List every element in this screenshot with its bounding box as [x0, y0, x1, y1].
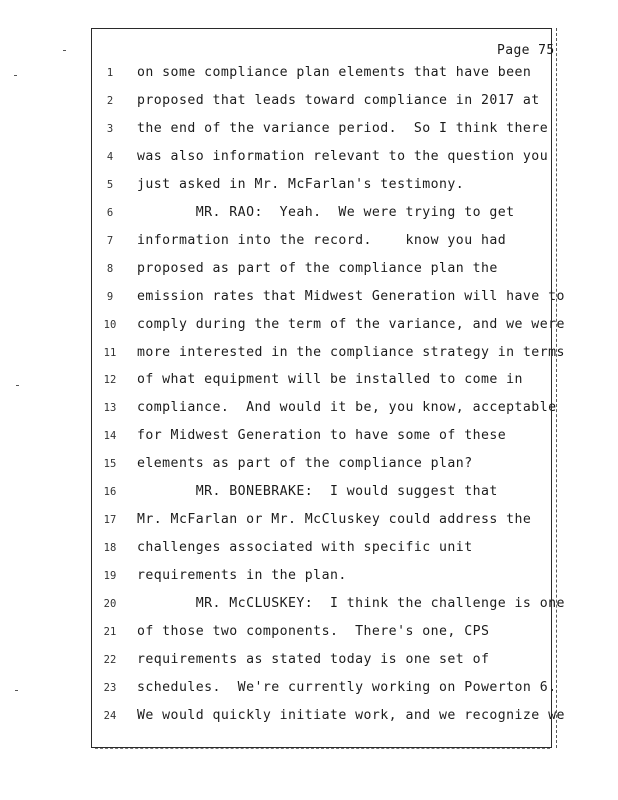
line-text: We would quickly initiate work, and we recognize we	[137, 707, 565, 723]
line-number: 14	[103, 430, 117, 443]
line-number: 12	[103, 374, 117, 387]
right-margin-rule	[556, 28, 558, 748]
line-number: 10	[103, 318, 117, 331]
line-text: Mr. McFarlan or Mr. McCluskey could address the	[137, 512, 532, 528]
line-number: 20	[103, 598, 117, 611]
line-text: proposed as part of the compliance plan the	[137, 260, 498, 276]
bottom-scan-noise	[95, 748, 550, 750]
line-text: of what equipment will be installed to come in	[137, 372, 523, 388]
line-number: 9	[106, 290, 114, 303]
line-text: requirements as stated today is one set of	[137, 651, 490, 667]
line-number: 3	[106, 122, 114, 135]
line-number: 18	[103, 542, 117, 555]
scan-speck	[15, 690, 18, 691]
line-number: 13	[103, 402, 117, 415]
scan-speck	[16, 385, 19, 386]
line-text: for Midwest Generation to have some of these	[137, 428, 507, 444]
line-number: 19	[103, 570, 117, 583]
line-text: MR. RAO: Yeah. We were trying to get	[137, 204, 515, 220]
line-text: schedules. We're currently working on Powerton 6.	[137, 679, 557, 695]
line-number: 4	[106, 150, 114, 163]
line-number: 23	[103, 681, 117, 694]
line-number: 8	[106, 262, 114, 275]
line-text: elements as part of the compliance plan?	[137, 456, 473, 472]
line-number: 5	[106, 178, 114, 191]
line-text: requirements in the plan.	[137, 568, 347, 584]
line-number: 15	[103, 458, 117, 471]
line-text: just asked in Mr. McFarlan's testimony.	[137, 176, 465, 192]
line-text: comply during the term of the variance, and we were	[137, 316, 565, 332]
line-number: 24	[103, 709, 117, 722]
line-text: information into the record. know you had	[137, 232, 507, 248]
line-text: on some compliance plan elements that have been	[137, 65, 532, 80]
line-text: proposed that leads toward compliance in 2017 at	[137, 92, 540, 108]
line-number: 6	[106, 206, 114, 219]
scan-speck	[63, 50, 66, 51]
line-number: 7	[106, 234, 114, 247]
line-text: emission rates that Midwest Generation will have to	[137, 288, 565, 304]
line-text: more interested in the compliance strategy in terms	[137, 344, 565, 360]
page-border	[91, 28, 552, 748]
line-text: challenges associated with specific unit	[137, 540, 473, 556]
line-number: 22	[103, 653, 117, 666]
scan-speck	[14, 75, 17, 76]
line-number: 1	[106, 67, 114, 79]
line-number: 21	[103, 626, 117, 638]
line-text: compliance. And would it be, you know, acceptable	[137, 400, 557, 416]
line-number: 11	[103, 346, 117, 359]
line-number: 17	[103, 514, 117, 527]
page-number: Page 75	[497, 43, 555, 58]
line-text: was also information relevant to the question you	[137, 148, 549, 164]
line-text: the end of the variance period. So I think there	[137, 120, 549, 136]
line-number: 2	[106, 94, 114, 107]
line-text: of those two components. There's one, CPS	[137, 624, 490, 639]
line-text: MR. McCLUSKEY: I think the challenge is one	[137, 596, 565, 612]
line-number: 16	[103, 486, 117, 499]
line-text: MR. BONEBRAKE: I would suggest that	[137, 484, 498, 500]
